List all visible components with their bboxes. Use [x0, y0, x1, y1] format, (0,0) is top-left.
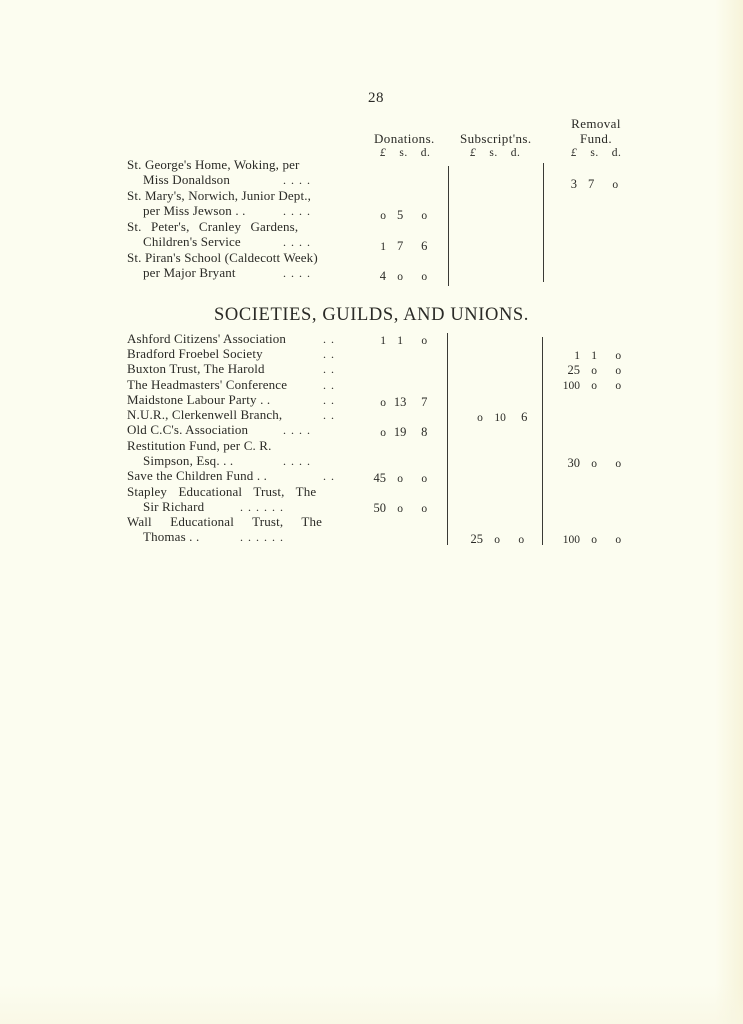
removal-fund-units [571, 147, 628, 159]
entry-name-line: Maidstone Labour Party . . [127, 392, 271, 407]
column-rule [448, 166, 449, 286]
pound-unit: £ [571, 147, 578, 159]
donation-amount: 50 o o [373, 501, 428, 515]
pence-unit: d. [420, 147, 431, 159]
pence-unit: d. [510, 147, 521, 159]
entry-name-line: per Major Bryant [143, 265, 236, 280]
donation-amount: o 13 7 [380, 395, 428, 409]
entry-name-line: Children's Service [143, 234, 241, 249]
entry-name-line: Restitution Fund, per C. R. [127, 438, 272, 453]
subscriptions-units [470, 147, 527, 159]
entry-name-line: N.U.R., Clerkenwell Branch, [127, 407, 283, 422]
leader-dots: . . . . [283, 235, 311, 249]
pound-unit: £ [380, 147, 387, 159]
column-rule [447, 333, 448, 545]
donation-amount: 45 o o [373, 471, 428, 485]
donation-amount: 1 7 6 [380, 239, 428, 253]
entry-name-line: Bradford Froebel Society [127, 346, 263, 361]
entry-name-line: Thomas . . [143, 529, 200, 544]
entry-name-line: Wall Educational Trust, The [127, 514, 323, 529]
removal-fund-header-line1: Removal [571, 116, 621, 131]
entry-name-line: Simpson, Esq. . . [143, 453, 234, 468]
leader-dots: . . [323, 362, 335, 376]
removal-fund-amount: 1 1 o [574, 350, 622, 362]
leader-dots: . . . . . . [240, 530, 284, 544]
section-title: SOCIETIES, GUILDS, AND UNIONS. [214, 305, 530, 325]
leader-dots: . . [323, 408, 335, 422]
leader-dots: . . [323, 347, 335, 361]
entry-name-line: Sir Richard [143, 499, 205, 514]
column-rule [543, 163, 544, 282]
entry-name-line: St. George's Home, Woking, per [127, 157, 300, 172]
entry-name-line: Miss Donaldson [143, 172, 230, 187]
entry-name-line: Save the Children Fund . . [127, 468, 268, 483]
leader-dots: . . [323, 332, 335, 346]
entry-name-line: St. Peter's, Cranley Gardens, [127, 219, 299, 234]
leader-dots: . . [323, 393, 335, 407]
leader-dots: . . [323, 469, 335, 483]
removal-fund-header-line2: Fund. [580, 131, 612, 146]
page-number: 28 [368, 90, 384, 106]
entry-name-line: St. Mary's, Norwich, Junior Dept., [127, 188, 312, 203]
removal-fund-amount: 100 o o [562, 534, 622, 546]
leader-dots: . . . . [283, 266, 311, 280]
leader-dots: . . . . [283, 173, 311, 187]
entry-name-line: per Miss Jewson . . [143, 203, 246, 218]
donation-amount: 1 1 o [380, 335, 428, 347]
donations-header: Donations. [374, 131, 435, 146]
leader-dots: . . [323, 378, 335, 392]
entry-name-line: Buxton Trust, The Harold [127, 361, 265, 376]
leader-dots: . . . . [283, 454, 311, 468]
removal-fund-amount: 3 7 o [570, 177, 619, 191]
shilling-unit: s. [399, 147, 408, 159]
shilling-unit: s. [590, 147, 599, 159]
removal-fund-amount: 30 o o [567, 456, 622, 470]
shilling-unit: s. [489, 147, 498, 159]
donations-units [380, 147, 437, 159]
removal-fund-amount: 25 o o [567, 363, 622, 377]
pence-unit: d. [611, 147, 622, 159]
page-edge-shadow [715, 0, 743, 1024]
leader-dots: . . . . . . [240, 500, 284, 514]
entry-name-line: Old C.C's. Association [127, 422, 249, 437]
page-bottom-shadow [0, 984, 743, 1024]
pound-unit: £ [470, 147, 477, 159]
entry-name-line: The Headmasters' Conference [127, 377, 288, 392]
entry-name-line: St. Piran's School (Caldecott Week) [127, 250, 318, 265]
leader-dots: . . . . [283, 423, 311, 437]
subscription-amount: o 10 6 [477, 410, 528, 424]
subscription-amount: 25 o o [470, 532, 525, 546]
entry-name-line: Ashford Citizens' Association [127, 331, 287, 346]
subscriptions-header: Subscript'ns. [460, 131, 532, 146]
donation-amount: 4 o o [379, 269, 428, 283]
entry-name-line: Stapley Educational Trust, The [127, 484, 317, 499]
column-rule [542, 337, 543, 545]
donation-amount: o 19 8 [380, 425, 428, 439]
donation-amount: o 5 o [380, 208, 428, 222]
leader-dots: . . . . [283, 204, 311, 218]
removal-fund-amount: 100 o o [562, 380, 622, 392]
